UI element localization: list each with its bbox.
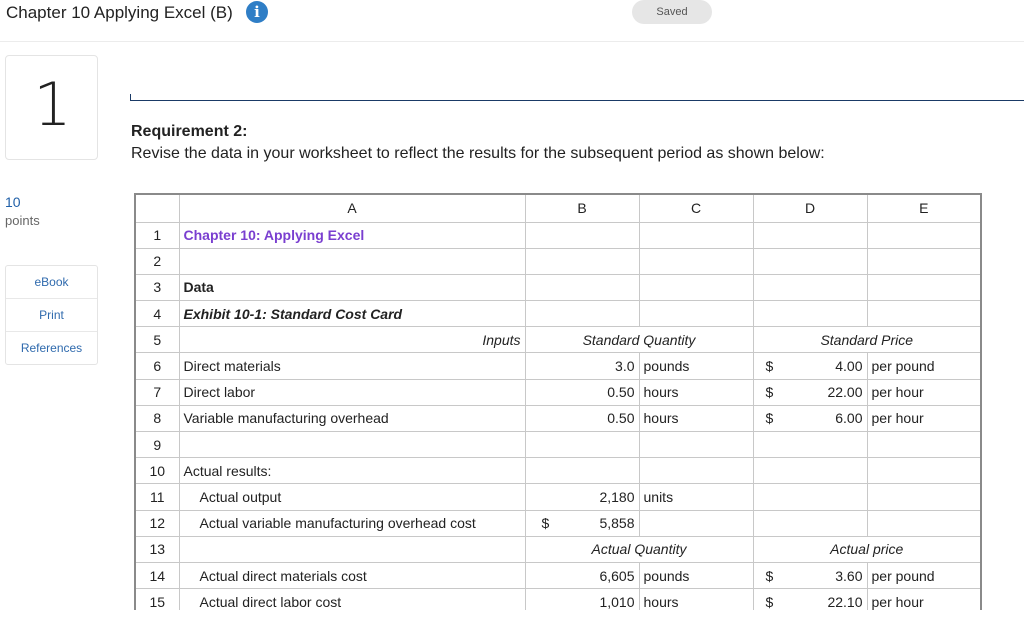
references-link[interactable]: References (20, 341, 83, 355)
cell-e[interactable] (867, 432, 981, 458)
points-label: points (5, 213, 40, 228)
cell-b[interactable] (525, 222, 639, 248)
cell-b[interactable] (525, 458, 639, 484)
currency-sign: $ (765, 358, 774, 375)
currency-sign: $ (541, 515, 550, 532)
cell-e[interactable] (867, 222, 981, 248)
print-link[interactable]: Print (6, 299, 97, 332)
worksheet-table (134, 193, 982, 615)
cell-d[interactable] (753, 301, 867, 327)
cell-c[interactable]: hours (639, 405, 753, 431)
cell-a[interactable]: Chapter 10: Applying Excel (179, 222, 525, 248)
cell-b[interactable]: 0.50 (525, 405, 639, 431)
row-number[interactable]: 13 (135, 536, 179, 562)
cell-a[interactable]: Inputs (179, 327, 525, 353)
cell-a[interactable] (179, 432, 525, 458)
table-row (135, 301, 981, 327)
cell-b[interactable]: 3.0 (525, 353, 639, 379)
cell-a[interactable]: Data (179, 274, 525, 300)
table-row (135, 432, 981, 458)
cell-d[interactable] (753, 562, 867, 588)
row-number[interactable]: 5 (135, 327, 179, 353)
cell-a[interactable]: Actual direct labor cost (179, 589, 525, 615)
row-number[interactable]: 10 (135, 458, 179, 484)
cell-de-merged[interactable]: Standard Price (753, 327, 981, 353)
cell-c[interactable]: pounds (639, 562, 753, 588)
column-header-d: D (753, 194, 867, 222)
table-row (135, 405, 981, 431)
cell-e[interactable] (867, 301, 981, 327)
cell-c[interactable]: hours (639, 589, 753, 615)
cell-d[interactable] (753, 458, 867, 484)
cell-d-value: 6.00 (835, 410, 863, 427)
cell-b-value: 5,858 (599, 515, 635, 532)
cell-d[interactable] (753, 222, 867, 248)
table-row (135, 327, 981, 353)
points-value: 10 (5, 194, 21, 210)
cell-c[interactable] (639, 248, 753, 274)
row-number[interactable]: 6 (135, 353, 179, 379)
cell-c[interactable] (639, 301, 753, 327)
currency-sign: $ (765, 593, 774, 610)
cell-bc-merged[interactable]: Standard Quantity (525, 327, 753, 353)
cell-b[interactable] (525, 301, 639, 327)
cell-a[interactable]: Actual results: (179, 458, 525, 484)
cell-a[interactable]: Exhibit 10-1: Standard Cost Card (179, 301, 525, 327)
column-header-b: B (525, 194, 639, 222)
table-row (135, 353, 981, 379)
table-row (135, 458, 981, 484)
row-number[interactable]: 1 (135, 222, 179, 248)
cell-d-value: 4.00 (835, 358, 863, 375)
cell-c[interactable] (639, 222, 753, 248)
requirement-title: Requirement 2: (131, 123, 248, 140)
cell-d[interactable] (753, 432, 867, 458)
cell-e[interactable] (867, 458, 981, 484)
cell-d[interactable] (753, 510, 867, 536)
row-number[interactable]: 8 (135, 405, 179, 431)
cell-a[interactable]: Variable manufacturing overhead (179, 405, 525, 431)
currency-sign: $ (765, 410, 774, 427)
table-row (135, 274, 981, 300)
cell-d-value: 22.00 (827, 384, 863, 401)
cell-a[interactable]: Actual direct materials cost (179, 562, 525, 588)
table-row (135, 484, 981, 510)
assignment-title: Chapter 10 Applying Excel (B) (6, 3, 233, 22)
cell-d[interactable] (753, 484, 867, 510)
cell-c[interactable]: pounds (639, 353, 753, 379)
column-header-row (135, 194, 981, 222)
cell-d[interactable] (753, 379, 867, 405)
saved-status-badge: Saved (632, 0, 712, 24)
cell-b[interactable] (525, 248, 639, 274)
question-number: 1 (33, 70, 72, 140)
cell-a[interactable]: Actual variable manufacturing overhead cost (179, 510, 525, 536)
corner-cell (135, 194, 179, 222)
cell-e[interactable]: per hour (867, 379, 981, 405)
row-number[interactable]: 14 (135, 562, 179, 588)
cell-c[interactable] (639, 510, 753, 536)
ebook-link[interactable]: eBook (6, 266, 97, 299)
table-row (135, 222, 981, 248)
column-header-a: A (179, 194, 525, 222)
row-number[interactable]: 4 (135, 301, 179, 327)
cell-b[interactable] (525, 432, 639, 458)
table-row (135, 562, 981, 588)
cell-d[interactable] (753, 274, 867, 300)
resource-links (5, 265, 98, 365)
currency-sign: $ (765, 384, 774, 401)
cell-a[interactable]: Actual output (179, 484, 525, 510)
requirement-text: Revise the data in your worksheet to reflect the results for the subsequent period as shown below: (131, 145, 825, 162)
cell-b[interactable]: 2,180 (525, 484, 639, 510)
row-number[interactable]: 7 (135, 379, 179, 405)
cell-c[interactable]: units (639, 484, 753, 510)
question-number-box (5, 55, 98, 160)
currency-sign: $ (765, 567, 774, 584)
cell-de-merged[interactable]: Actual price (753, 536, 981, 562)
cell-c[interactable] (639, 458, 753, 484)
page-bottom-edge (0, 610, 1024, 621)
row-number[interactable]: 3 (135, 274, 179, 300)
row-number[interactable]: 9 (135, 432, 179, 458)
cell-e[interactable]: per hour (867, 405, 981, 431)
cell-a[interactable]: Direct materials (179, 353, 525, 379)
cell-d-value: 3.60 (835, 567, 863, 584)
cell-e[interactable] (867, 274, 981, 300)
cell-d[interactable] (753, 405, 867, 431)
cell-e[interactable]: per pound (867, 353, 981, 379)
top-bar (0, 0, 1024, 42)
cell-b[interactable]: 6,605 (525, 562, 639, 588)
table-row (135, 379, 981, 405)
cell-e[interactable]: per pound (867, 562, 981, 588)
column-header-e: E (867, 194, 981, 222)
cell-b[interactable] (525, 274, 639, 300)
divider-line (130, 100, 1024, 101)
cell-b[interactable]: 0.50 (525, 379, 639, 405)
cell-c[interactable]: hours (639, 379, 753, 405)
row-number[interactable]: 12 (135, 510, 179, 536)
column-header-c: C (639, 194, 753, 222)
info-icon[interactable]: i (246, 1, 268, 23)
table-row (135, 248, 981, 274)
table-row (135, 536, 981, 562)
cell-a[interactable] (179, 536, 525, 562)
row-number[interactable]: 15 (135, 589, 179, 615)
cell-c[interactable] (639, 432, 753, 458)
cell-a[interactable] (179, 248, 525, 274)
cell-d-value: 22.10 (827, 593, 863, 610)
cell-d[interactable] (753, 248, 867, 274)
cell-bc-merged[interactable]: Actual Quantity (525, 536, 753, 562)
cell-e[interactable] (867, 484, 981, 510)
cell-b[interactable]: 1,010 (525, 589, 639, 615)
cell-c[interactable] (639, 274, 753, 300)
cell-e[interactable] (867, 510, 981, 536)
cell-b[interactable] (525, 510, 639, 536)
cell-a[interactable]: Direct labor (179, 379, 525, 405)
cell-e[interactable] (867, 248, 981, 274)
cell-d[interactable] (753, 353, 867, 379)
table-row (135, 510, 981, 536)
cell-e[interactable]: per hour (867, 589, 981, 615)
row-number[interactable]: 2 (135, 248, 179, 274)
row-number[interactable]: 11 (135, 484, 179, 510)
